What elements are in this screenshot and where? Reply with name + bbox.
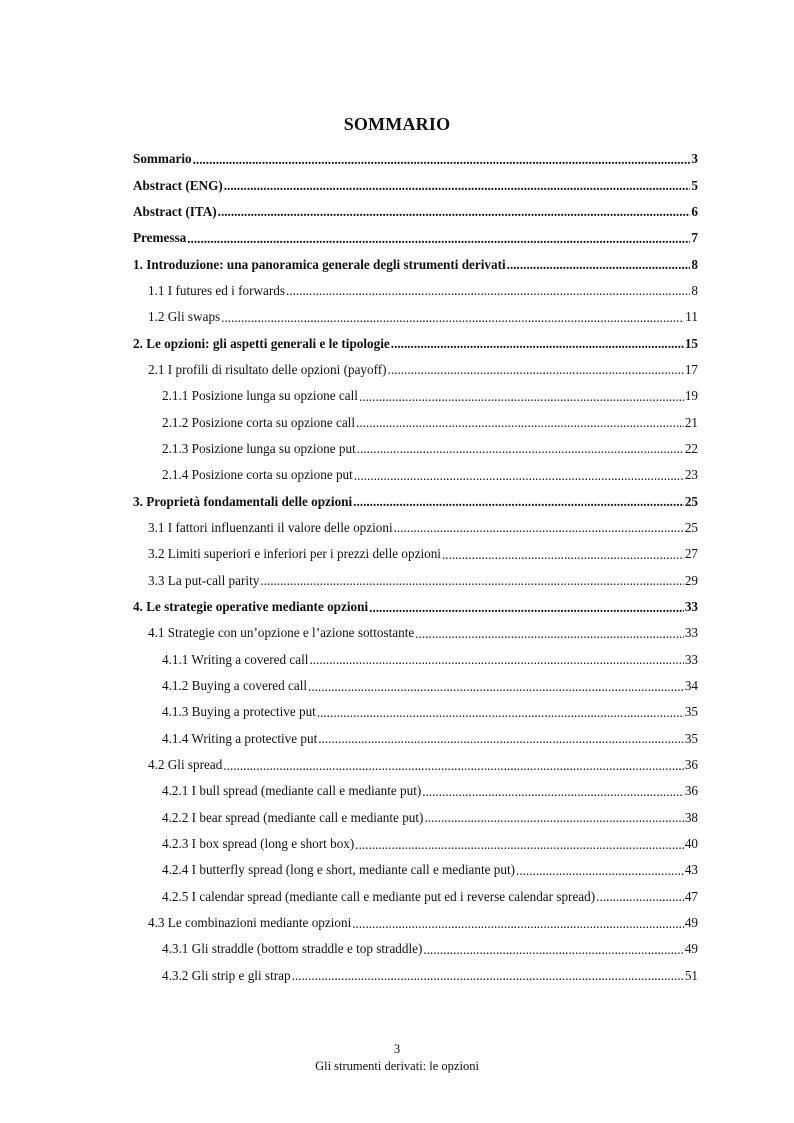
toc-entry[interactable] <box>133 199 698 225</box>
toc-entry-label: 4.1 Strategie con un’opzione e l’azione sottostante <box>148 625 415 641</box>
toc-entry-label: 2.1.1 Posizione lunga su opzione call <box>162 388 358 404</box>
toc-entry-page: 21 <box>684 414 698 430</box>
toc-entry-page: 34 <box>684 678 698 694</box>
toc-entry[interactable] <box>133 172 698 198</box>
toc-entry-label: 3. Proprietà fondamentali delle opzioni <box>133 493 353 509</box>
toc-entry-page: 6 <box>691 203 698 219</box>
toc-entry-page: 51 <box>684 967 698 983</box>
dot-leader <box>359 390 684 403</box>
toc-entry-page: 47 <box>684 888 698 904</box>
toc-entry-page: 49 <box>684 915 698 931</box>
toc-entry[interactable] <box>133 409 698 435</box>
dot-leader <box>223 759 683 772</box>
toc-entry-label: 4.2.3 I box spread (long e short box) <box>162 836 355 852</box>
toc-entry-label: Abstract (ITA) <box>133 203 217 219</box>
toc-entry-label: 4.3.1 Gli straddle (bottom straddle e top straddle) <box>162 941 423 957</box>
dot-leader <box>415 627 684 640</box>
footer-text: Gli strumenti derivati: le opzioni <box>315 1059 479 1073</box>
page-title: SOMMARIO <box>343 114 451 134</box>
dot-leader <box>516 864 684 877</box>
toc-entry-label: 3.3 La put-call parity <box>148 572 260 588</box>
dot-leader <box>318 732 684 745</box>
dot-leader <box>388 363 684 376</box>
toc-entry-label: 4.3 Le combinazioni mediante opzioni <box>148 915 352 931</box>
dot-leader <box>353 495 684 508</box>
dot-leader <box>357 442 684 455</box>
toc-entry-page: 11 <box>685 309 698 325</box>
toc-entry-page: 15 <box>684 335 698 351</box>
toc-entry-page: 25 <box>684 519 698 535</box>
toc-entry-page: 27 <box>684 546 698 562</box>
dot-leader <box>308 680 684 693</box>
toc-entry[interactable] <box>133 594 698 620</box>
toc-entry[interactable] <box>133 436 698 462</box>
toc-entry[interactable] <box>133 330 698 356</box>
toc-entry[interactable] <box>133 568 698 594</box>
toc-entry-label: 4.1.1 Writing a covered call <box>162 651 309 667</box>
toc-entry-label: 2.1.4 Posizione corta su opzione put <box>162 467 353 483</box>
dot-leader <box>317 706 684 719</box>
toc-entry[interactable] <box>133 462 698 488</box>
table-of-contents <box>133 146 698 989</box>
dot-leader <box>187 232 690 245</box>
toc-entry-label: 3.1 I fattori influenzanti il valore delle opzioni <box>148 519 393 535</box>
toc-entry-page: 22 <box>684 440 698 456</box>
toc-entry-page: 36 <box>684 757 698 773</box>
toc-entry-label: 4. Le strategie operative mediante opzioni <box>133 599 369 615</box>
toc-entry[interactable] <box>133 647 698 673</box>
toc-entry-label: 1. Introduzione: una panoramica generale degli strumenti derivati <box>133 256 506 272</box>
dot-leader <box>224 179 691 192</box>
dot-leader <box>352 917 684 930</box>
toc-entry-page: 35 <box>684 704 698 720</box>
dot-leader <box>292 969 684 982</box>
toc-entry[interactable] <box>133 278 698 304</box>
dot-leader <box>442 548 684 561</box>
toc-entry-label: 2.1 I profili di risultato delle opzioni (payoff) <box>148 361 387 377</box>
toc-entry-label: 3.2 Limiti superiori e inferiori per i prezzi delle opzioni <box>148 546 441 562</box>
toc-entry-page: 36 <box>684 783 698 799</box>
toc-entry[interactable] <box>133 963 698 989</box>
dot-leader <box>369 601 684 614</box>
dot-leader <box>221 311 684 324</box>
toc-entry[interactable] <box>133 752 698 778</box>
toc-entry-page: 7 <box>691 230 698 246</box>
toc-entry[interactable] <box>133 726 698 752</box>
toc-entry[interactable] <box>133 910 698 936</box>
toc-entry-label: 4.1.3 Buying a protective put <box>162 704 316 720</box>
toc-entry[interactable] <box>133 936 698 962</box>
toc-entry[interactable] <box>133 357 698 383</box>
toc-entry-label: Premessa <box>133 230 187 246</box>
dot-leader <box>260 574 683 587</box>
toc-entry[interactable] <box>133 884 698 910</box>
toc-entry-label: 2. Le opzioni: gli aspetti generali e le tipologie <box>133 335 390 351</box>
toc-entry-page: 19 <box>684 388 698 404</box>
toc-entry-page: 3 <box>691 151 698 167</box>
toc-entry-page: 33 <box>684 651 698 667</box>
toc-entry-label: 1.2 Gli swaps <box>148 309 221 325</box>
toc-entry-label: 4.1.2 Buying a covered call <box>162 678 308 694</box>
toc-entry[interactable] <box>133 251 698 277</box>
toc-entry[interactable] <box>133 831 698 857</box>
toc-entry[interactable] <box>133 515 698 541</box>
toc-entry-label: 1.1 I futures ed i forwards <box>148 282 285 298</box>
toc-entry-label: Sommario <box>133 151 192 167</box>
toc-entry-page: 5 <box>691 177 698 193</box>
toc-entry[interactable] <box>133 778 698 804</box>
toc-entry-page: 49 <box>684 941 698 957</box>
toc-entry[interactable] <box>133 304 698 330</box>
toc-entry-page: 35 <box>684 730 698 746</box>
toc-entry[interactable] <box>133 673 698 699</box>
toc-entry-page: 33 <box>684 599 698 615</box>
dot-leader <box>596 890 684 903</box>
toc-entry-label: 4.2.5 I calendar spread (mediante call e mediante put ed i reverse calendar spread) <box>162 888 596 904</box>
toc-entry[interactable] <box>133 620 698 646</box>
toc-entry-label: 4.3.2 Gli strip e gli strap <box>162 967 291 983</box>
toc-entry-page: 25 <box>684 493 698 509</box>
dot-leader <box>422 785 684 798</box>
dot-leader <box>309 653 683 666</box>
toc-entry-page: 33 <box>684 625 698 641</box>
toc-entry-page: 40 <box>684 836 698 852</box>
toc-entry-label: Abstract (ENG) <box>133 177 223 193</box>
toc-entry-page: 43 <box>684 862 698 878</box>
dot-leader <box>394 521 684 534</box>
toc-entry[interactable] <box>133 541 698 567</box>
toc-entry[interactable] <box>133 699 698 725</box>
toc-entry-label: 4.2.4 I butterfly spread (long e short, mediante call e mediante put) <box>162 862 516 878</box>
toc-entry[interactable] <box>133 805 698 831</box>
dot-leader <box>193 153 691 166</box>
toc-entry[interactable] <box>133 146 698 172</box>
dot-leader <box>218 205 691 218</box>
toc-entry-label: 2.1.3 Posizione lunga su opzione put <box>162 440 356 456</box>
toc-entry[interactable] <box>133 225 698 251</box>
dot-leader <box>286 284 690 297</box>
toc-entry-page: 38 <box>684 809 698 825</box>
dot-leader <box>424 811 683 824</box>
dot-leader <box>356 416 684 429</box>
footer-page-number: 3 <box>393 1042 401 1056</box>
dot-leader <box>354 469 684 482</box>
dot-leader <box>391 337 684 350</box>
toc-entry-page: 8 <box>691 282 698 298</box>
toc-entry-page: 17 <box>684 361 698 377</box>
toc-entry-label: 4.1.4 Writing a protective put <box>162 730 318 746</box>
toc-entry-label: 4.2.2 I bear spread (mediante call e mediante put) <box>162 809 424 825</box>
toc-entry[interactable] <box>133 383 698 409</box>
dot-leader <box>355 838 684 851</box>
dot-leader <box>423 943 683 956</box>
toc-entry-page: 29 <box>684 572 698 588</box>
toc-entry-label: 4.2.1 I bull spread (mediante call e mediante put) <box>162 783 422 799</box>
toc-entry-page: 23 <box>684 467 698 483</box>
toc-entry-label: 2.1.2 Posizione corta su opzione call <box>162 414 356 430</box>
dot-leader <box>507 258 691 271</box>
toc-entry[interactable] <box>133 488 698 514</box>
toc-entry[interactable] <box>133 857 698 883</box>
toc-entry-label: 4.2 Gli spread <box>148 757 223 773</box>
toc-entry-page: 8 <box>691 256 698 272</box>
